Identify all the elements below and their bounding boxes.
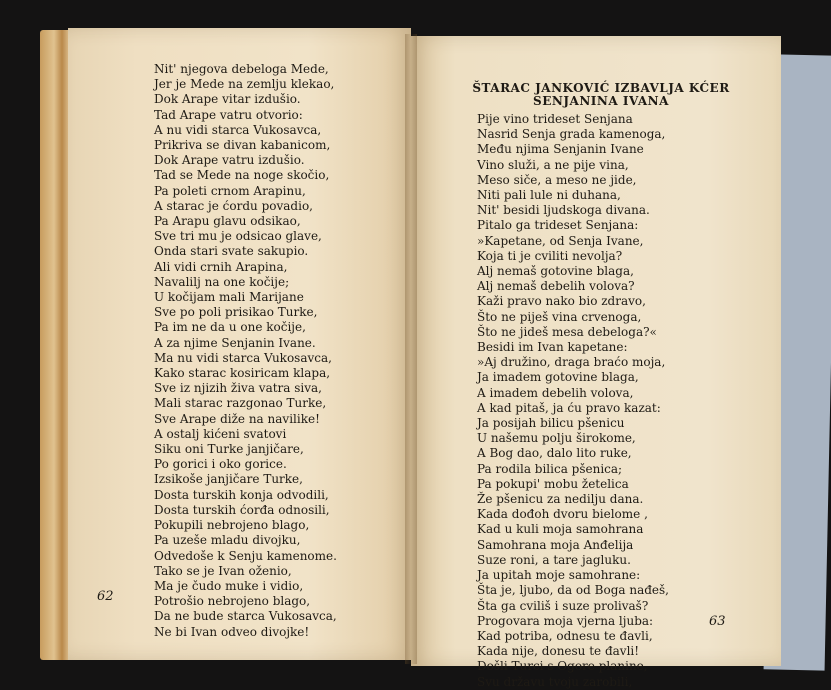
poem-line: Ali vidi crnih Arapina, — [154, 259, 288, 274]
poem-line: Po gorici i oko gorice. — [154, 457, 287, 472]
poem-line: »Kapetane, od Senja Ivane, — [477, 233, 644, 248]
poem-line: Pa poleti crnom Arapinu, — [154, 183, 306, 198]
poem-line: Potrošio nebrojeno blago, — [154, 594, 311, 609]
poem-line: Pije vino trideset Senjana — [477, 112, 633, 126]
poem-line: Kad u kuli moja samohrana — [477, 522, 644, 537]
poem-line: Navalilj na one kočije; — [154, 274, 290, 289]
poem-line: Pa im ne da u one kočije, — [154, 320, 306, 335]
poem-line: Kada dođoh dvoru bielome , — [477, 507, 648, 522]
poem-line: Alj nemaš gotovine blaga, — [477, 264, 634, 279]
book-gutter — [405, 34, 417, 664]
poem-line: Šta je, ljubo, da od Boga nađeš, — [477, 583, 669, 598]
poem-line: Dok Arape vitar izdušio. — [154, 92, 301, 107]
poem-line: U kočijam mali Marijane — [154, 290, 304, 305]
poem-line: Pa rodila bilica pšenica; — [477, 461, 623, 476]
poem-line: Svu državu tvoju zarobili, — [477, 674, 633, 689]
poem-line: Niti pali lule ni duhana, — [477, 188, 621, 203]
poem-line: Dok Arape vatru izdušio. — [154, 153, 305, 168]
poem-line: Izsikoše janjičare Turke, — [154, 472, 303, 487]
poem-line: Siku oni Turke janjičare, — [154, 442, 304, 457]
poem-line: Tad se Mede na noge skočio, — [154, 168, 330, 183]
poem-line: Besidi im Ivan kapetane: — [477, 340, 628, 355]
poem-line: Došli Turci s Ogore planine, — [477, 659, 648, 674]
poem-line: Pitalo ga trideset Senjana: — [477, 218, 639, 233]
poem-line: A imadem debelih volova, — [477, 385, 634, 400]
poem-line: Tad Arape vatru otvorio: — [154, 107, 303, 122]
poem-line: »Aj družino, draga braćo moja, — [477, 355, 666, 370]
poem-line: Što ne piješ vina crvenoga, — [477, 309, 642, 324]
poem-line: Kako starac kosiricam klapa, — [154, 366, 331, 381]
poem-line: Pa uzeše mladu divojku, — [154, 533, 301, 548]
poem-line: Tako se je Ivan oženio, — [154, 563, 292, 578]
poem-line: Pokupili nebrojeno blago, — [154, 518, 310, 533]
poem-line: Sve Arape diže na navilike! — [154, 411, 320, 426]
poem-line: Među njima Senjanin Ivane — [477, 142, 644, 157]
poem-line: Mali starac razgonao Turke, — [154, 396, 327, 411]
poem-line: Kad potriba, odnesu te đavli, — [477, 628, 653, 643]
poem-title-line-1: ŠTARAC JANKOVIĆ IZBAVLJA KĆER — [472, 81, 730, 95]
poem-line: Pa pokupi' mobu žetelica — [477, 476, 629, 491]
poem-line: A Bog dao, dalo lito ruke, — [477, 446, 632, 461]
poem-line: Ma nu vidi starca Vukosavca, — [154, 350, 332, 365]
left-page — [68, 28, 411, 660]
poem-line: Progovara moja vjerna ljuba: — [477, 613, 654, 628]
poem-line: Ja upitah moje samohrane: — [477, 568, 641, 583]
poem-line: Ja posijah bilicu pšenicu — [477, 416, 625, 431]
poem-line: Kaži pravo nako bio zdravo, — [477, 294, 646, 309]
poem-line: Samohrana moja Anđelija — [477, 537, 634, 552]
poem-line: A nu vidi starca Vukosavca, — [154, 122, 322, 137]
poem-line: Što ne jideš mesa debeloga?« — [477, 324, 657, 339]
poem-line: Dosta turskih ćorđa odnosili, — [154, 502, 330, 517]
poem-line: A ostalj kićeni svatovi — [154, 426, 287, 441]
left-page-number: 62 — [97, 589, 114, 604]
poem-line: Ne bi Ivan odveo divojke! — [154, 624, 310, 639]
poem-line: Odvedoše k Senju kamenome. — [154, 548, 337, 563]
poem-line: Ja imadem gotovine blaga, — [477, 370, 639, 385]
right-page-number: 63 — [709, 614, 726, 629]
poem-line: Ma je čudo muke i vidio, — [154, 578, 304, 593]
poem-line: Sve tri mu je odsicao glave, — [154, 229, 322, 244]
poem-line: A kad pitaš, ja ću pravo kazat: — [477, 400, 661, 415]
poem-line: Da ne bude starca Vukosavca, — [154, 609, 337, 624]
left-poem — [154, 62, 337, 640]
right-poem — [477, 112, 669, 690]
poem-line: Kada nije, donesu te đavli! — [477, 644, 640, 659]
poem-line: Sve iz njizih živa vatra siva, — [154, 381, 322, 396]
poem-line: Alj nemaš debelih volova? — [477, 279, 635, 294]
poem-line: Prikriva se divan kabanicom, — [154, 138, 331, 153]
poem-line: Vino služi, a ne pije vina, — [477, 157, 629, 172]
poem-line: Nit' njegova debeloga Mede, — [154, 62, 329, 76]
poem-line: Pa Arapu glavu odsikao, — [154, 214, 301, 229]
poem-line: U našemu polju širokome, — [477, 431, 636, 446]
poem-line: Suze roni, a tare jagluku. — [477, 552, 631, 567]
right-page — [411, 36, 781, 689]
poem-line: A za njime Senjanin Ivane. — [154, 335, 316, 350]
poem-line: Nit' besidi ljudskoga divana. — [477, 203, 650, 218]
poem-line: Nasrid Senja grada kamenoga, — [477, 127, 666, 142]
poem-line: Koja ti je cviliti nevolja? — [477, 248, 623, 263]
poem-title-line-2: SENJANINA IVANA — [533, 94, 669, 108]
poem-line: Jer je Mede na zemlju klekao, — [154, 77, 335, 92]
poem-line: A starac je ćordu povadio, — [154, 198, 313, 213]
poem-line: Meso siče, a meso ne jide, — [477, 172, 637, 187]
poem-line: Že pšenicu za nedilju dana. — [477, 492, 644, 507]
poem-line: Onda stari svate sakupio. — [154, 244, 309, 259]
poem-line: Dosta turskih konja odvodili, — [154, 487, 329, 502]
poem-line: Šta ga cviliš i suze prolivaš? — [477, 598, 649, 613]
poem-line: Sve po poli prisikao Turke, — [154, 305, 318, 320]
